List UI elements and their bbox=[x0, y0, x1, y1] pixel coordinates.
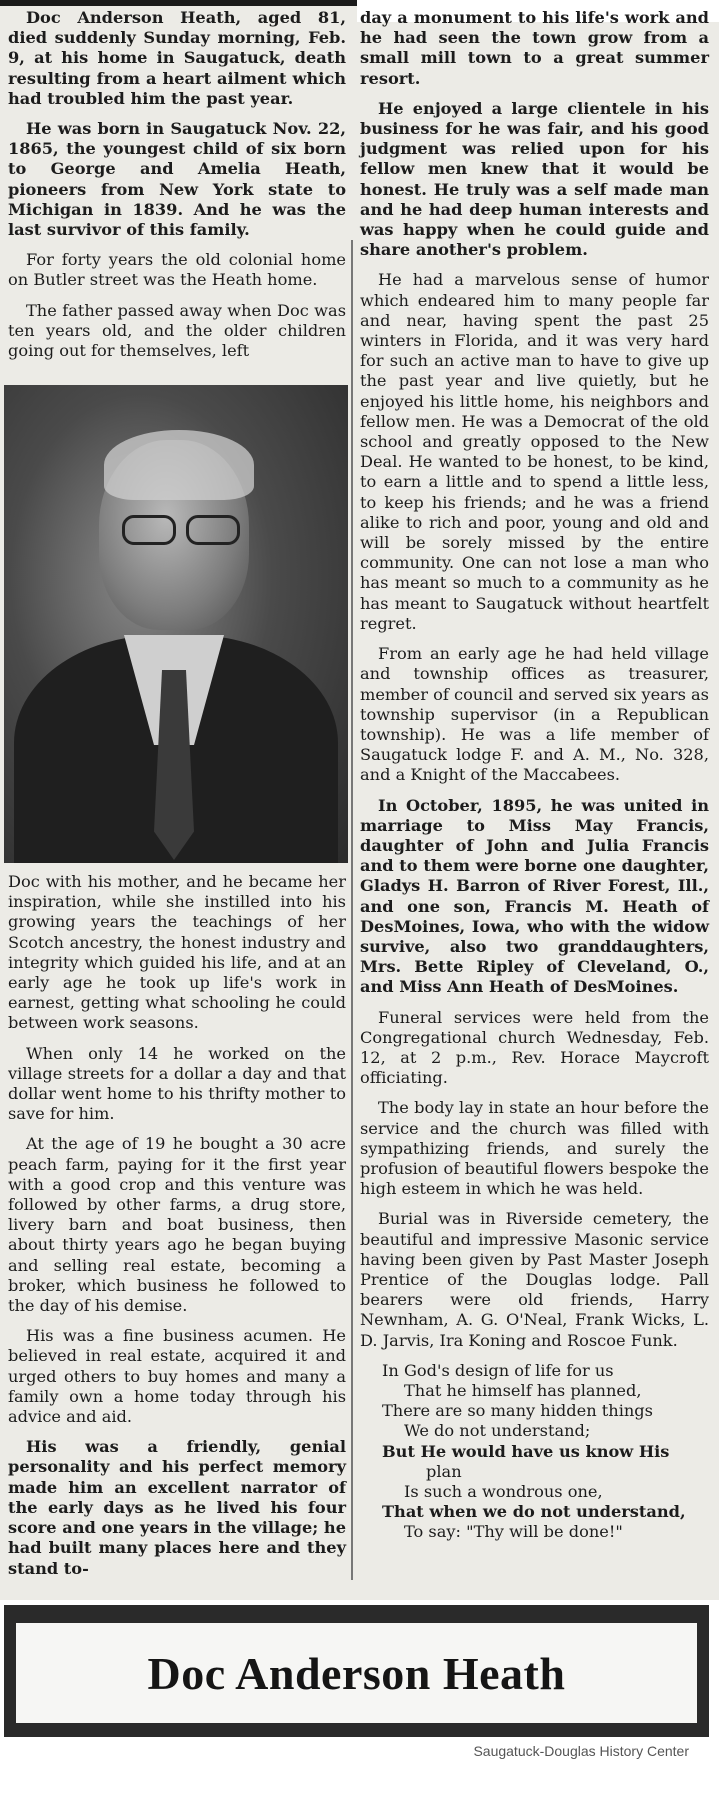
paragraph: day a monument to his life's work and he had seen the town grow from a small mill town to a great summer resort. bbox=[360, 8, 709, 88]
banner-title: Doc Anderson Heath bbox=[147, 1647, 566, 1699]
paragraph: Doc with his mother, and he became her inspiration, while she instilled into his growing years the teachings of her Scotch ancestry, the honest industry and integrity which guided his life, and at an early age he took up life's work in earnest, getting what schooling he could between work seasons. bbox=[8, 872, 346, 1033]
portrait-photo bbox=[4, 385, 348, 863]
left-column-bottom bbox=[8, 872, 346, 1589]
paragraph: For forty years the old colonial home on Butler street was the Heath home. bbox=[8, 250, 346, 290]
name-banner bbox=[4, 1605, 709, 1737]
paragraph: From an early age he had held village and township offices as treasurer, member of council and served six years as township supervisor (in a Republican township). He was a life member of Saugatuck lodge F. and A. M., No. 328, and a Knight of the Maccabees. bbox=[360, 644, 709, 785]
portrait-hair bbox=[104, 430, 254, 500]
top-rule bbox=[0, 0, 357, 6]
poem-line: In God's design of life for us bbox=[382, 1360, 614, 1380]
paragraph: Burial was in Riverside cemetery, the beautiful and impressive Masonic service having been given by Past Master Joseph Prentice of the Douglas lodge. Pall bearers were old friends, Harry Newnham, A. G. O'Neal, Frank Wicks, L. D. Jarvis, Ira Koning and Roscoe Funk. bbox=[360, 1209, 709, 1350]
right-column bbox=[360, 8, 709, 1543]
poem-line: But He would have us know His bbox=[382, 1441, 670, 1461]
lead-name: Doc Anderson Heath, bbox=[26, 8, 242, 27]
paragraph: Funeral services were held from the Congregational church Wednesday, Feb. 12, at 2 p.m., Rev. Horace Maycroft officiating. bbox=[360, 1007, 709, 1088]
paragraph: When only 14 he worked on the village streets for a dollar a day and that dollar went home to his thrifty mother to save for him. bbox=[8, 1043, 346, 1124]
poem-line: There are so many hidden things bbox=[382, 1401, 653, 1421]
paragraph: The body lay in state an hour before the service and the church was filled with sympathizing friends, and surely the profusion of beautiful flowers bespoke the high esteem in which he was held. bbox=[360, 1098, 709, 1199]
poem bbox=[360, 1361, 709, 1543]
paragraph bbox=[8, 8, 346, 109]
portrait-glasses bbox=[114, 515, 244, 541]
paragraph: He had a marvelous sense of humor which endeared him to many people far and near, having spent the past 25 winters in Florida, and it was very hard for such an active man to have to give up the past year and live quietly, but he enjoyed his little home, his neighbors and fellow men. He was a Democrat of the old school and greatly opposed to the New Deal. He wanted to be honest, to be kind, to earn a little and to spend a little less, to keep his friends; and he was a friend alike to rich and poor, young and old and will be sorely missed by the entire community. One can not lose a man who has meant so much to a community as he has meant to Saugatuck without heartfelt regret. bbox=[360, 270, 709, 633]
poem-line: That when we do not understand, bbox=[382, 1502, 686, 1522]
paragraph: He enjoyed a large clientele in his business for he was fair, and his good judgment was relied upon for his fellow men knew that it would be honest. He truly was a self made man and he had deep human interests and was happy when he could guide and share another's problem. bbox=[360, 98, 709, 260]
left-column-top bbox=[8, 8, 346, 361]
paragraph: He was born in Saugatuck Nov. 22, 1865, the youngest child of six born to George and Amelia Heath, pioneers from New York state to Michigan in 1839. And he was the last survivor of this family. bbox=[8, 119, 346, 240]
poem-line: plan bbox=[426, 1461, 462, 1481]
paragraph: At the age of 19 he bought a 30 acre peach farm, paying for it the first year with a good crop and this venture was followed by other farms, a drug store, livery barn and boat business, then about thirty years ago he began buying and selling real estate, becoming a broker, which business he followed to the day of his demise. bbox=[8, 1134, 346, 1316]
paragraph: His was a fine business acumen. He believed in real estate, acquired it and urged others to buy homes and many a family own a home today through his advice and aid. bbox=[8, 1326, 346, 1427]
poem-line: Is such a wondrous one, bbox=[404, 1482, 603, 1502]
column-divider bbox=[351, 240, 353, 1580]
paragraph: His was a friendly, genial personality and his perfect memory made him an excellent narrator of the early days as he lived his four score and one years in the village; he had built many places here and they stand to- bbox=[8, 1437, 346, 1578]
lead-text: aged 81, died suddenly Sunday morning, Feb. 9, at his home in Saugatuck, death resulting from a heart ailment which had troubled him the past year. bbox=[8, 8, 346, 108]
poem-line: To say: "Thy will be done!" bbox=[404, 1522, 623, 1542]
source-credit: Saugatuck-Douglas History Center bbox=[473, 1743, 689, 1759]
paragraph: In October, 1895, he was united in marriage to Miss May Francis, daughter of John and Julia Francis and to them were borne one daughter, Gladys H. Barron of River Forest, Ill., and one son, Francis M. Heath of DesMoines, Iowa, who with the widow survive, also two granddaughters, Mrs. Bette Ripley of Cleveland, O., and Miss Ann Heath of DesMoines. bbox=[360, 795, 709, 997]
paragraph: The father passed away when Doc was ten years old, and the older children going out for themselves, left bbox=[8, 300, 346, 361]
poem-line: We do not understand; bbox=[404, 1421, 591, 1441]
banner-panel bbox=[16, 1623, 697, 1723]
poem-line: That he himself has planned, bbox=[404, 1381, 642, 1400]
